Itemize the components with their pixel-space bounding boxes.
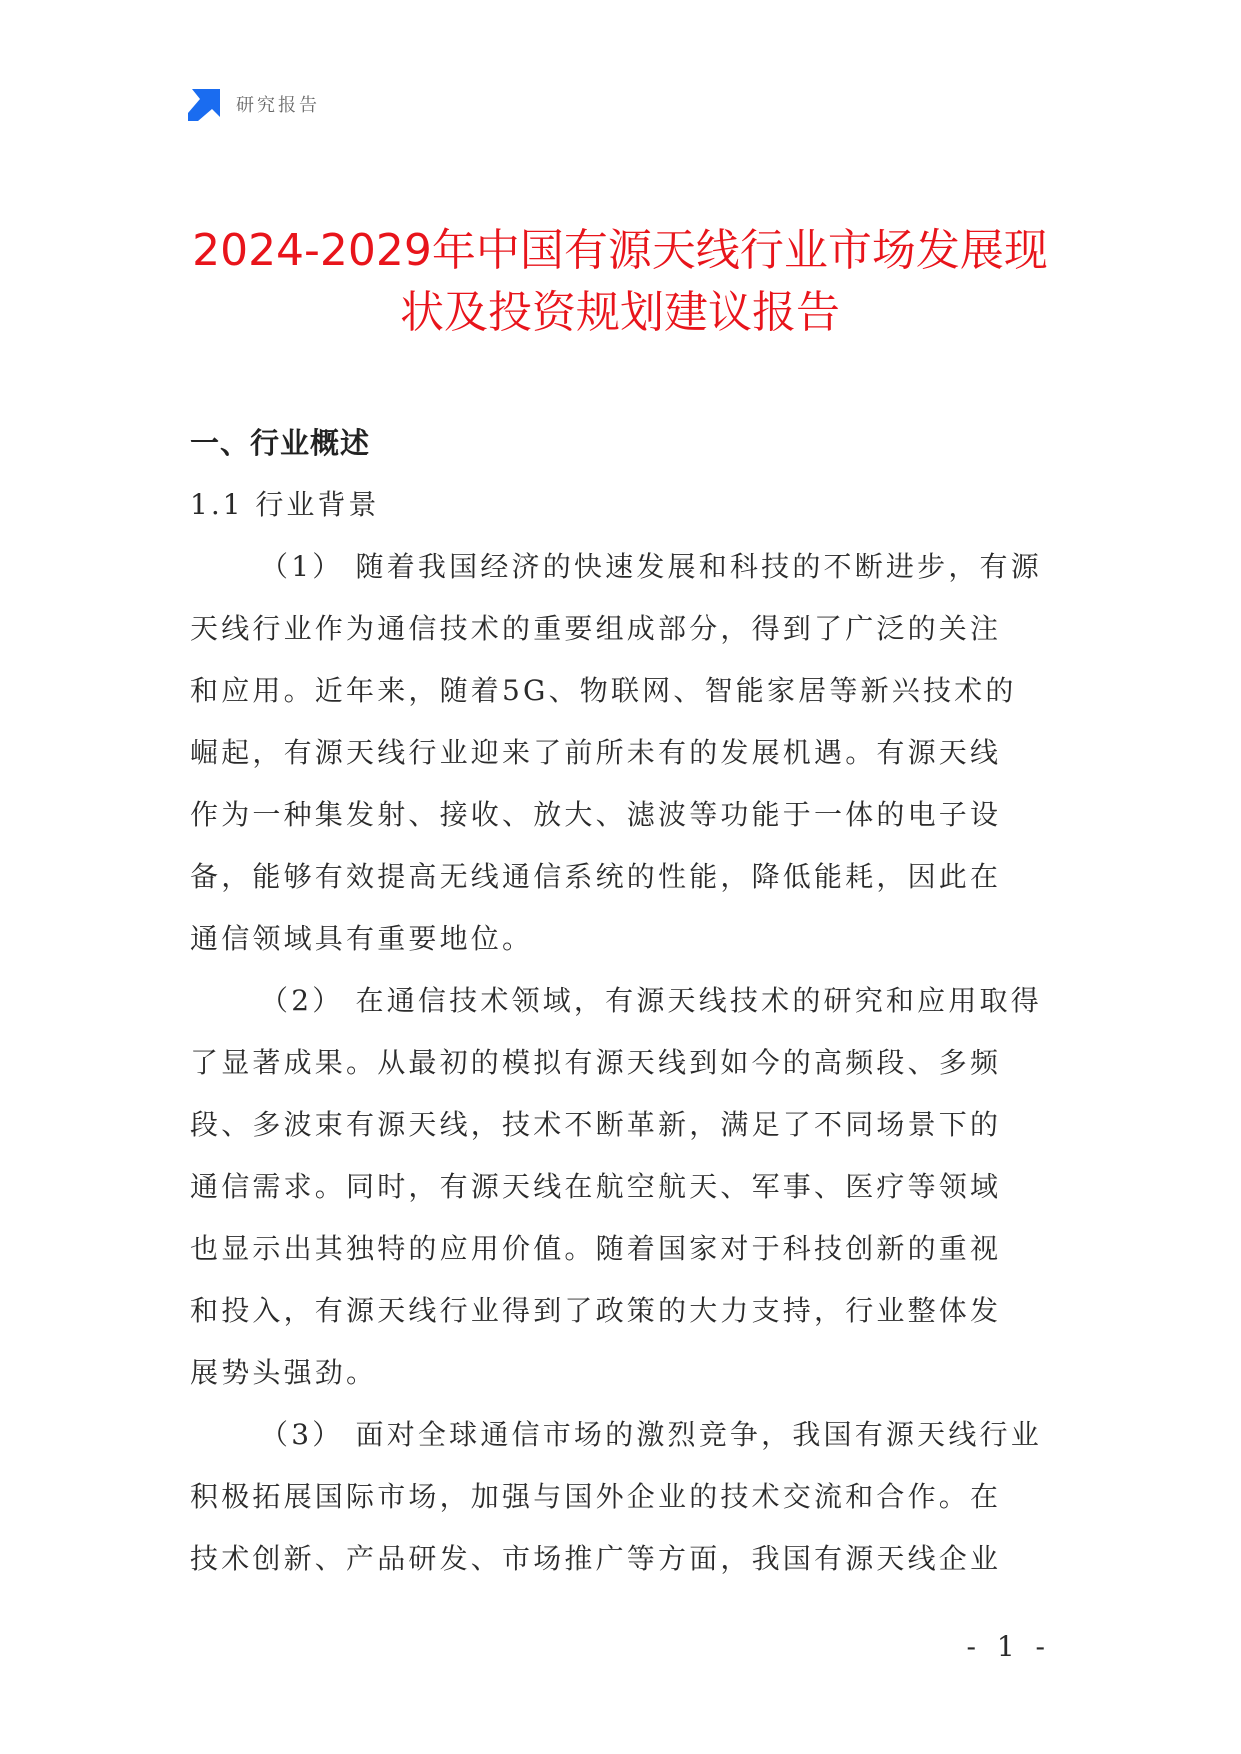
paragraph-line: （3） 面对全球通信市场的激烈竞争，我国有源天线行业 — [260, 1418, 1042, 1451]
paragraph-line: 天线行业作为通信技术的重要组成部分，得到了广泛的关注 — [190, 612, 1002, 645]
paragraph-line: 积极拓展国际市场，加强与国外企业的技术交流和合作。在 — [190, 1480, 1002, 1513]
page-number: - 1 - — [966, 1630, 1051, 1663]
document-title-line-1: 2024-2029年中国有源天线行业市场发展现 — [192, 225, 1048, 276]
page-header — [188, 86, 320, 122]
header-label: 研究报告 — [236, 95, 320, 116]
paragraph-line: 崛起，有源天线行业迎来了前所未有的发展机遇。有源天线 — [190, 736, 1002, 769]
document-title — [150, 220, 1090, 344]
paragraph-line: 展势头强劲。 — [190, 1356, 378, 1389]
paragraph-line: 段、多波束有源天线，技术不断革新，满足了不同场景下的 — [190, 1108, 1002, 1141]
paragraph-line: 技术创新、产品研发、市场推广等方面，我国有源天线企业 — [190, 1542, 1002, 1575]
paragraph-3 — [190, 1404, 1052, 1590]
paragraph-line: 作为一种集发射、接收、放大、滤波等功能于一体的电子设 — [190, 798, 1002, 831]
paragraph-line: （1） 随着我国经济的快速发展和科技的不断进步，有源 — [260, 550, 1042, 583]
paragraph-line: 和投入，有源天线行业得到了政策的大力支持，行业整体发 — [190, 1294, 1002, 1327]
subsection-heading: 1.1 行业背景 — [190, 488, 380, 521]
paragraph-line: 通信领域具有重要地位。 — [190, 922, 534, 955]
section-heading: 一、行业概述 — [190, 426, 371, 460]
paragraph-2 — [190, 970, 1052, 1404]
paragraph-line: 备，能够有效提高无线通信系统的性能，降低能耗，因此在 — [190, 860, 1002, 893]
paragraph-line: 通信需求。同时，有源天线在航空航天、军事、医疗等领域 — [190, 1170, 1002, 1203]
paragraph-line: （2） 在通信技术领域，有源天线技术的研究和应用取得 — [260, 984, 1042, 1017]
document-body — [190, 412, 1052, 1590]
paragraph-line: 了显著成果。从最初的模拟有源天线到如今的高频段、多频 — [190, 1046, 1002, 1079]
paragraph-line: 和应用。近年来，随着5G、物联网、智能家居等新兴技术的 — [190, 674, 1017, 707]
paragraph-1 — [190, 536, 1052, 970]
document-title-line-2: 状及投资规划建议报告 — [400, 287, 840, 338]
arrow-up-right-icon — [188, 87, 222, 121]
paragraph-line: 也显示出其独特的应用价值。随着国家对于科技创新的重视 — [190, 1232, 1002, 1265]
